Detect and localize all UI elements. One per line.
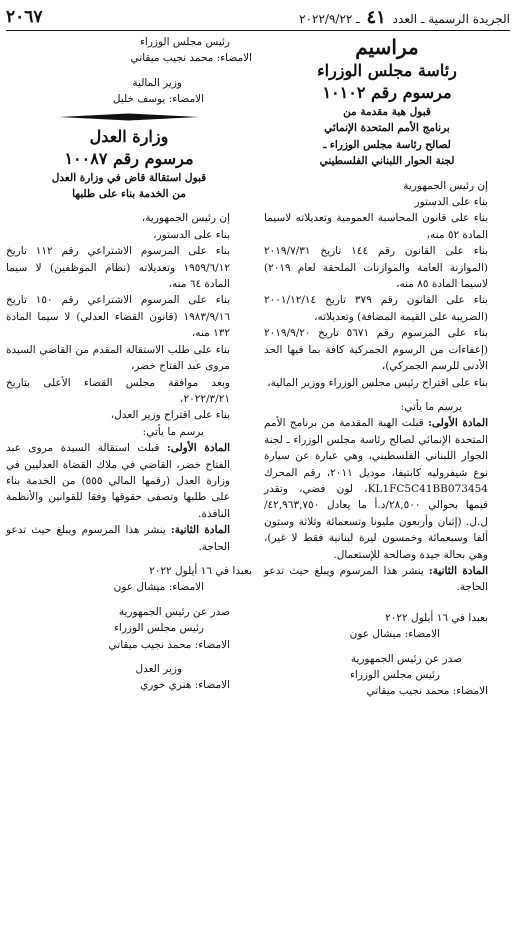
article-label: المادة الأولى:	[166, 442, 230, 455]
pm-signature: الامضاء: محمد نجيب ميقاتي	[108, 638, 230, 651]
decree-subject-line: لجنة الحوار اللبناني الفلسطيني	[319, 155, 455, 168]
signature: الامضاء: ميشال عون	[349, 628, 440, 641]
issued-by: صدر عن رئيس الجمهورية	[350, 652, 462, 665]
preamble: بناء على الدستور،	[153, 228, 230, 241]
decree-subject-line: برنامج الأمم المتحدة الإنمائي	[324, 122, 450, 135]
preamble: بناء على القانون رقم ١٤٤ تاريخ ٢٠١٩/٧/٣١ (الموازنة العامة والموازنات الملحقة لعام ٢٠١٩) لاسيما المادة ٨٥ منه،	[264, 245, 488, 291]
preamble: بناء على اقتراح رئيس مجلس الوزراء ووزير المالية،	[267, 376, 488, 389]
preamble: بناء على القانون رقم ٣٧٩ تاريخ ٢٠٠١/١٢/١٤ (الضريبة على القيمة المضافة) وتعديلاته،	[264, 294, 488, 323]
left-column	[6, 34, 252, 930]
article-1	[264, 415, 510, 563]
decrees-line: يرسم ما يأتي:	[400, 400, 462, 413]
signature: الامضاء: ميشال عون	[113, 581, 204, 594]
preamble: بناء على المرسوم الاشتراعي رقم ١٥٠ تاريخ ١٩٨٣/٩/١٦ (قانون القضاء العدلي) لا سيما المادة ١٣٢ منه،	[6, 294, 230, 340]
place-date: بعبدا في ١٦ أيلول ٢٠٢٢	[149, 564, 252, 577]
decree-subject-line: لصالح رئاسة مجلس الوزراء ـ	[323, 138, 451, 151]
decree-subject-line: قبول استقالة قاض في وزارة العدل	[51, 171, 207, 184]
preamble: بناء على اقتراح وزير العدل،	[110, 409, 230, 422]
page-number: ٢٠٦٧	[6, 7, 43, 27]
article-2	[6, 522, 252, 555]
pm-title: رئيس مجلس الوزراء	[113, 622, 204, 635]
preamble: بناء على المرسوم رقم ٥٦٧١ تاريخ ٢٠١٩/٩/٢٠ (إعفاءات من الرسوم الجمركية كافة بما فيها الحد الأدنى للرسم الجمركي)،	[264, 327, 488, 373]
issue-date: ـ ٢٠٢٢/٩/٢٢	[299, 11, 360, 26]
preamble: وبعد موافقة مجلس القضاء الأعلى بتاريخ ٢٠٢٢/٣/٢١،	[6, 376, 230, 405]
article-label: المادة الثانية:	[170, 524, 230, 537]
gazette-name: الجريدة الرسمية ـ العدد	[392, 11, 510, 26]
pm-title: رئيس مجلس الوزراء	[139, 36, 230, 48]
finance-signature: الامضاء: يوسف خليل	[112, 93, 204, 106]
justice-signature: الامضاء: هنري خوري	[140, 679, 230, 692]
authority-title: رئاسة مجلس الوزراء	[317, 61, 457, 80]
section-title: مراسيم	[355, 35, 419, 59]
gazette-header	[6, 4, 510, 31]
finance-title: وزير المالية	[132, 76, 182, 89]
right-column	[264, 34, 510, 930]
ministry-title: وزارة العدل	[89, 126, 169, 146]
article-text: ينشر هذا المرسوم ويبلغ حيث تدعو الحاجة.	[264, 564, 488, 594]
decrees-line: يرسم ما يأتي:	[142, 425, 204, 438]
article-2	[264, 563, 510, 596]
preamble: إن رئيس الجمهورية	[403, 179, 488, 192]
pm-title: رئيس مجلس الوزراء	[349, 669, 440, 681]
article-1	[6, 440, 252, 522]
justice-title: وزير العدل	[135, 663, 182, 675]
preamble: بناء على قانون المحاسبة العمومية وتعديلاته لاسيما المادة ٥٢ منه،	[264, 212, 488, 241]
place-date: بعبدا في ١٦ أيلول ٢٠٢٢	[385, 611, 488, 624]
issued-by: صدر عن رئيس الجمهورية	[118, 605, 230, 618]
article-label: المادة الأولى:	[428, 417, 488, 430]
preamble: بناء على طلب الاستقالة المقدم من القاضي السيدة مروى عبد الفتاح خضر،	[6, 343, 230, 373]
decree-subject-line: قبول هبة مقدمة من	[343, 106, 431, 118]
section-divider	[59, 112, 199, 122]
decree-subject-line: من الخدمة بناء على طلبها	[72, 188, 186, 201]
pm-signature: الامضاء: محمد نجيب ميقاتي	[366, 685, 488, 698]
article-label: المادة الثانية:	[428, 564, 488, 577]
gazette-title	[299, 7, 510, 28]
article-text: ينشر هذا المرسوم ويبلغ حيث تدعو الحاجة.	[6, 524, 230, 553]
preamble: بناء على المرسوم الاشتراعي رقم ١١٢ تاريخ ١٩٥٩/٦/١٢ وتعديلاته (نظام الموظفين) لا سيما المادة ٦٤ منه،	[6, 245, 230, 291]
preamble: إن رئيس الجمهورية،	[141, 212, 230, 225]
article-text: قبلت استقالة السيدة مروى عبد الفتاح خضر، القاضي في ملاك القضاة العدليين في وزارة العدل (رقمها المالي ٥٥٥) من الخدمة بناء على طلبها وتصفى حقوقها وفقا للقوانين والأنظمة النافذة.	[6, 442, 231, 520]
pm-signature: الامضاء: محمد نجيب ميقاتي	[130, 52, 252, 65]
preamble: بناء على الدستور	[414, 196, 488, 209]
decree-number: مرسوم رقم ١٠٠٨٧	[64, 148, 194, 168]
article-text: قبلت الهبة المقدمة من برنامج الأمم المتحدة الإنمائي لصالح رئاسة مجلس الوزراء ـ لجنة الحوار اللبناني الفلسطيني، وهي عبارة عن سيارة نوع شيفروليه كابتيفا، موديل ٢٠١١، رقم المحرك KL1FC5C41BB073454، لون فضي، وتقدر قيمها بحوالي ٢٨,٥٠٠/د.أ ما يعادل ٤٢,٩٦٣,٧٥٠/ل.ل. (إثنان وأربعون مليونا وتسعمائة وثلاثة وستون ألفا وسبعمائة وخمسون ليرة لبنانية فقط لا غير)، وهي بحالة جيدة وصالحة للإستعمال.	[264, 417, 489, 561]
issue-number: ٤١	[366, 6, 386, 28]
decree-number: مرسوم رقم ١٠١٠٢	[322, 83, 452, 102]
